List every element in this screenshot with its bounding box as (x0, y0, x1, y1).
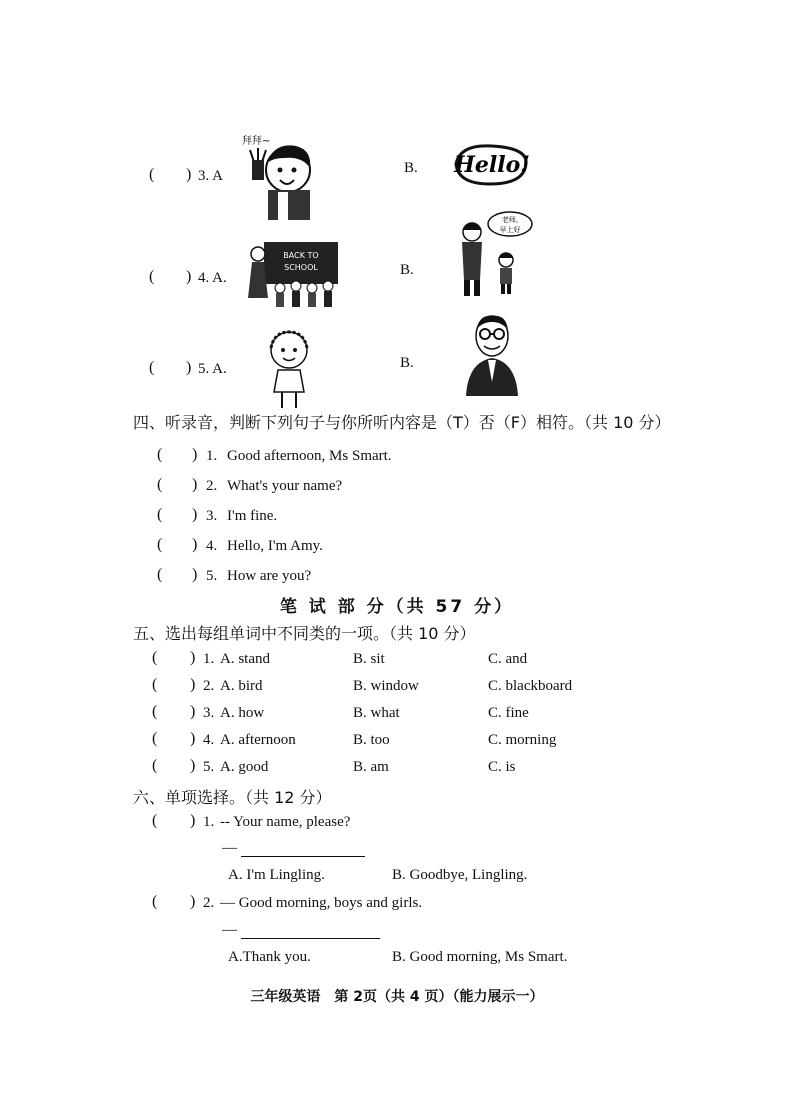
answer-paren: ) (190, 893, 196, 910)
item-number: 2. (206, 478, 218, 494)
item-number: 4. (206, 538, 218, 554)
board-line-2: SCHOOL (284, 263, 318, 272)
bye-bubble-text: 拜拜~ (242, 136, 271, 147)
question-text: -- Your name, please? (220, 814, 351, 830)
option-a-label: 3. A (198, 168, 224, 184)
answer-paren: ( (157, 536, 163, 553)
answer-paren: ( (152, 703, 158, 720)
answer-paren: ) (192, 506, 198, 523)
bubble-line-2: 早上好 (499, 226, 521, 234)
section-6-heading: 六、单项选择。（共 12 分） (133, 788, 332, 807)
boy-waving-bye-picture (240, 132, 320, 222)
option-b-label: B. (400, 355, 414, 371)
option-c: C. fine (488, 705, 529, 721)
response-dash: — (222, 840, 237, 856)
option-a-label: 5. A. (198, 361, 227, 377)
answer-paren: ( (157, 476, 163, 493)
item-text: How are you? (227, 568, 312, 584)
item-text: What's your name? (227, 478, 343, 494)
option-c: C. morning (488, 732, 557, 748)
answer-blank-line (241, 856, 365, 857)
back-to-school-picture (244, 240, 342, 312)
option-b: B. Goodbye, Lingling. (392, 867, 528, 883)
page-footer: 三年级英语 第 2页（共 4 页）（能力展示一） (250, 989, 544, 1005)
item-number: 1. (203, 651, 215, 667)
item-number: 5. (206, 568, 218, 584)
answer-paren-close: ) (186, 268, 192, 285)
option-b-label: B. (404, 160, 418, 176)
response-dash: — (222, 922, 237, 938)
option-b: B. Good morning, Ms Smart. (392, 949, 568, 965)
option-a: A. stand (220, 651, 270, 667)
answer-paren: ) (192, 446, 198, 463)
option-c: C. is (488, 759, 516, 775)
answer-paren: ( (157, 566, 163, 583)
hello-word-picture (452, 140, 532, 188)
item-text: Good afternoon, Ms Smart. (227, 448, 392, 464)
item-number: 2. (203, 678, 215, 694)
answer-paren: ( (152, 893, 158, 910)
option-c: C. blackboard (488, 678, 573, 694)
section-4-heading: 四、听录音，判断下列句子与你所听内容是（T）否（F）相符。（共 10 分） (133, 413, 671, 432)
answer-paren-open: ( (149, 166, 155, 183)
option-b: B. what (353, 705, 400, 721)
answer-paren: ( (152, 676, 158, 693)
answer-paren-close: ) (186, 166, 192, 183)
hello-text: Hello! (454, 152, 530, 178)
answer-paren: ) (190, 676, 196, 693)
answer-paren: ( (157, 506, 163, 523)
answer-paren-close: ) (186, 359, 192, 376)
answer-paren: ) (192, 566, 198, 583)
written-section-title: 笔 试 部 分（共 57 分） (279, 597, 515, 617)
man-with-glasses-picture (462, 312, 522, 398)
item-number: 3. (203, 705, 215, 721)
option-a: A. afternoon (220, 732, 296, 748)
answer-paren: ) (192, 476, 198, 493)
answer-paren-open: ( (149, 268, 155, 285)
option-b: B. am (353, 759, 389, 775)
answer-paren: ( (152, 649, 158, 666)
item-number: 2. (203, 895, 215, 911)
answer-paren: ) (192, 536, 198, 553)
item-text: I'm fine. (227, 508, 278, 524)
item-text: Hello, I'm Amy. (227, 538, 323, 554)
answer-paren: ( (157, 446, 163, 463)
option-b: B. sit (353, 651, 385, 667)
answer-paren: ) (190, 703, 196, 720)
option-b-label: B. (400, 262, 414, 278)
question-text: — Good morning, boys and girls. (220, 895, 423, 911)
greet-teacher-picture (444, 210, 534, 300)
answer-paren: ( (152, 730, 158, 747)
option-a: A. I'm Lingling. (228, 867, 325, 883)
answer-blank-line (241, 938, 380, 939)
option-a: A. good (220, 759, 269, 775)
option-a: A. bird (220, 678, 263, 694)
option-b: B. window (353, 678, 419, 694)
item-number: 4. (203, 732, 215, 748)
answer-paren: ) (190, 757, 196, 774)
option-b: B. too (353, 732, 390, 748)
answer-paren: ) (190, 812, 196, 829)
bubble-line-1: 老师, (501, 216, 519, 224)
answer-paren: ( (152, 812, 158, 829)
option-a-label: 4. A. (198, 270, 227, 286)
answer-paren: ( (152, 757, 158, 774)
option-a: A.Thank you. (228, 949, 311, 965)
option-a: A. how (220, 705, 265, 721)
girl-picture (264, 330, 314, 412)
item-number: 1. (206, 448, 218, 464)
answer-paren-open: ( (149, 359, 155, 376)
item-number: 5. (203, 759, 215, 775)
item-number: 3. (206, 508, 218, 524)
option-c: C. and (488, 651, 528, 667)
section-5-heading: 五、选出每组单词中不同类的一项。（共 10 分） (133, 624, 476, 643)
board-line-1: BACK TO (283, 251, 319, 260)
answer-paren: ) (190, 649, 196, 666)
answer-paren: ) (190, 730, 196, 747)
item-number: 1. (203, 814, 215, 830)
